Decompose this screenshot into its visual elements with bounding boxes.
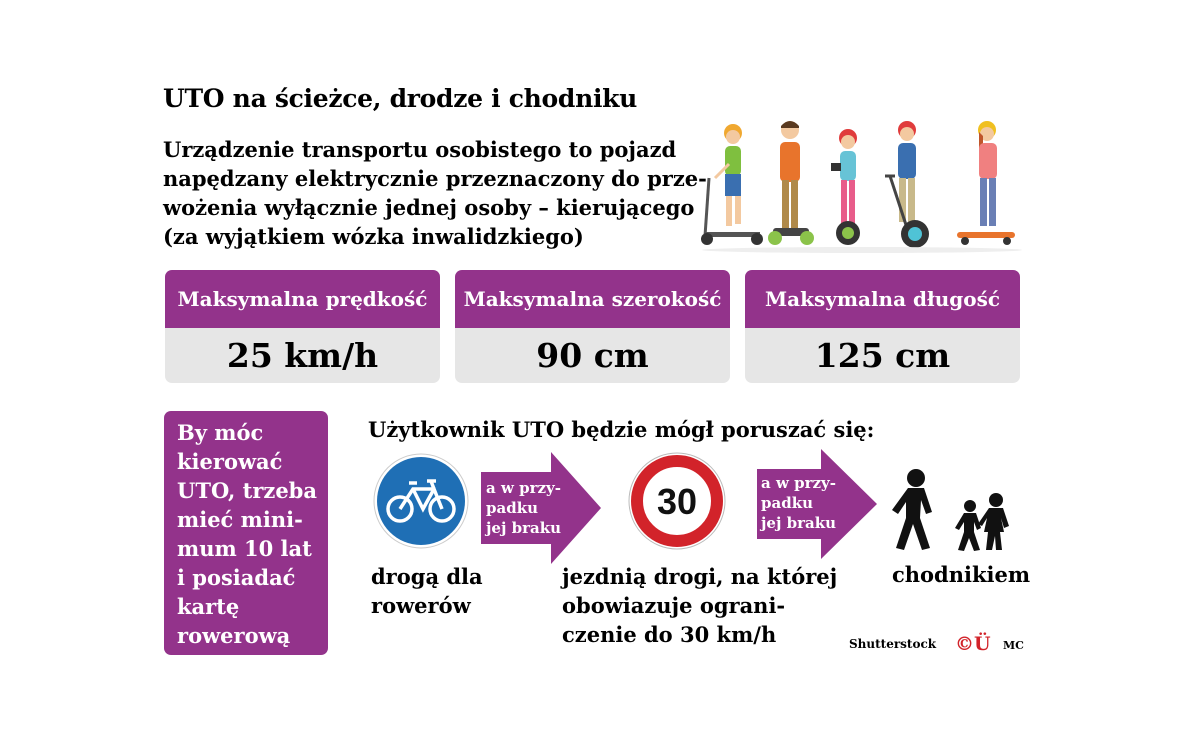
- caption-line: obowiazuje ograni-: [562, 593, 786, 618]
- age-line: rowerową: [177, 623, 291, 648]
- description-line: wożenia wyłącznie jednej osoby – kierującego: [163, 195, 695, 220]
- image-credit: Shutterstock: [849, 637, 937, 651]
- stat-value: 25 km/h: [165, 328, 440, 383]
- max-length-card: [745, 270, 1020, 383]
- age-requirement-box: [164, 411, 328, 655]
- segway-rider-icon: [885, 121, 929, 248]
- speed-limit-value: 30: [656, 481, 698, 522]
- arrow-label-line: a w przy-: [761, 474, 836, 492]
- user-heading: Użytkownik UTO będzie mógł poruszać się:: [368, 417, 875, 442]
- road-caption: [562, 562, 837, 649]
- arrow-label: [761, 473, 836, 533]
- stat-value: 90 cm: [455, 328, 730, 383]
- age-line: mum 10 lat: [177, 536, 312, 561]
- age-line: kierować: [177, 449, 283, 474]
- description-line: Urządzenie transportu osobistego to pojazd: [163, 137, 677, 162]
- stat-value: 125 cm: [745, 328, 1020, 383]
- description-line: (za wyjątkiem wózka inwalidzkiego): [163, 224, 584, 249]
- age-line: By móc: [177, 420, 264, 445]
- caption-line: rowerów: [371, 593, 471, 618]
- hoverboard-rider-icon: [768, 121, 814, 245]
- uto-riders-illustration: [695, 118, 1030, 258]
- arrow-label: [486, 478, 561, 538]
- arrow-label-line: padku: [486, 499, 538, 517]
- bike-path-caption: [371, 562, 483, 620]
- age-line: kartę: [177, 594, 240, 619]
- arrow-label-line: padku: [761, 494, 813, 512]
- caption-line: czenie do 30 km/h: [562, 622, 777, 647]
- electric-scooter-rider-icon: [701, 124, 763, 245]
- arrow-label-line: jej braku: [761, 514, 837, 532]
- arrow-label-line: jej braku: [486, 519, 562, 537]
- sidewalk-caption: [892, 560, 1030, 589]
- description-line: napędzany elektrycznie przeznaczony do prze-: [163, 166, 707, 191]
- caption-line: drogą dla: [371, 564, 483, 589]
- page-title: UTO na ścieżce, drodze i chodniku: [163, 84, 638, 113]
- max-width-card: [455, 270, 730, 383]
- bicycle-path-sign: [373, 453, 469, 549]
- age-line: i posiadać: [177, 565, 296, 590]
- arrow-label-line: a w przy-: [486, 479, 561, 497]
- speed-limit-sign: [628, 452, 726, 550]
- age-line: UTO, trzeba: [177, 478, 317, 503]
- copyright-mark: ©Ü: [955, 633, 991, 655]
- monowheel-rider-icon: [831, 129, 860, 245]
- description: [163, 135, 707, 251]
- stat-label: Maksymalna szerokość: [455, 270, 730, 328]
- stat-label: Maksymalna prędkość: [165, 270, 440, 328]
- stat-label: Maksymalna długość: [745, 270, 1020, 328]
- caption-line: chodnikiem: [892, 562, 1031, 587]
- age-line: mieć mini-: [177, 507, 303, 532]
- author-initials: MC: [1003, 639, 1024, 652]
- pedestrians-icon: [888, 468, 1018, 552]
- max-speed-card: [165, 270, 440, 383]
- skateboard-rider-icon: [957, 121, 1015, 245]
- caption-line: jezdnią drogi, na której: [562, 564, 838, 589]
